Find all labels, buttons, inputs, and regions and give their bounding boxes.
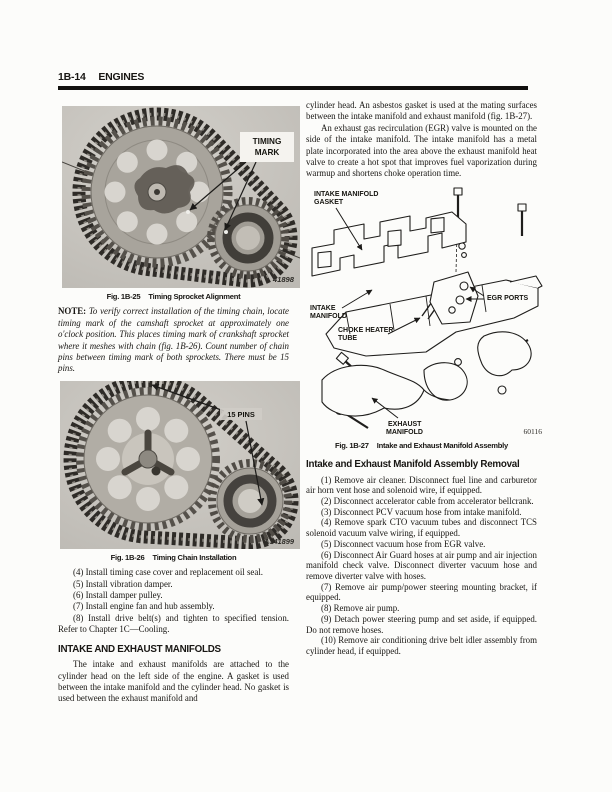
note-text: To verify correct installation of the timing chain, locate timing mark of the camshaft sprocket at approximately one o'clock position. This places timing mark of crankshaft sprocket where it meshes with chain (fig. 1B-26). Count number of chain pins between timing mark of both sprockets. There must be 15 pins.: [58, 306, 289, 374]
timing-sprocket-photo-art: [62, 106, 300, 288]
fig-1b27-drawing: [306, 184, 548, 437]
removal-step: (1) Remove air cleaner. Disconnect fuel line and carburetor air horn vent hose and solenoid wire, if equipped.: [306, 474, 537, 496]
install-step: (4) Install timing case cover and replacement oil seal.: [73, 567, 263, 578]
note-label: NOTE:: [58, 306, 87, 317]
removal-step: (9) Detach power steering pump and set aside, if equipped. Do not remove hoses.: [306, 613, 537, 635]
removal-step: (2) Disconnect accelerator cable from accelerator bellcrank.: [321, 496, 534, 507]
intake-manifold-gasket-shape: [312, 212, 466, 276]
fig-1b26-caption: [58, 552, 289, 563]
manifolds-paragraph: The intake and exhaust manifolds are attached to the cylinder head on the left side of the engine. A gasket is used between the intake manifold and the cylinder head. No gasket is used between the exhaust manifold and: [58, 659, 289, 704]
egr-ports-label: EGR PORTS: [487, 294, 529, 302]
removal-step: (10) Remove air conditioning drive belt idler assembly from cylinder head, if equipped.: [306, 635, 537, 656]
gasket-label-line1: INTAKE MANIFOLD: [314, 190, 379, 198]
left-column: [58, 106, 294, 705]
egr-paragraph: An exhaust gas recirculation (EGR) valve is mounted on the side of the intake manifold. The intake manifold has a metal plate incorporated into the area above the exhaust manifold heat valve to create a hot spot that improves fuel vaporization during warmup and shortens choke operation time.: [306, 122, 537, 179]
fig-1b25-number: Fig. 1B-25: [106, 292, 141, 301]
removal-steps: [306, 475, 537, 657]
fig-1b27-title: Intake and Exhaust Manifold Assembly: [376, 440, 509, 450]
header-rule: [58, 86, 528, 90]
manifolds-section-heading: INTAKE AND EXHAUST MANIFOLDS: [58, 643, 221, 655]
photo-id-aj41899: AJ41899: [264, 536, 294, 546]
fig-1b27-number: Fig. 1B-27: [334, 440, 369, 450]
fig-1b27-caption: [306, 440, 537, 451]
removal-step: (8) Remove air pump.: [321, 603, 400, 614]
gasket-label-line2: GASKET: [314, 198, 344, 206]
fig-1b25-caption: [58, 291, 289, 302]
page-header: [58, 71, 528, 83]
egr-block-shape: [430, 272, 478, 324]
fig-1b26-number: Fig. 1B-26: [110, 552, 145, 562]
page-number: 1B-14: [58, 71, 86, 83]
exhaust-label-line1: EXHAUST: [388, 420, 422, 428]
removal-step: (6) Disconnect Air Guard hoses at air pump and air injection manifold check valve. Disconnect diverter vacuum hose and remove diverter valve with hoses.: [306, 549, 537, 581]
manifold-assembly-art: [306, 184, 548, 437]
removal-step: (5) Disconnect vacuum hose from EGR valve.: [321, 538, 486, 549]
install-step: (5) Install vibration damper.: [73, 578, 173, 589]
timing-chain-photo-art: [60, 381, 300, 549]
fig-1b25-title: Timing Sprocket Alignment: [148, 292, 241, 301]
fig-1b26-title: Timing Chain Installation: [152, 552, 237, 562]
page-title: ENGINES: [98, 71, 145, 83]
removal-step: (7) Remove air pump/power steering mounting bracket, if equipped.: [306, 581, 537, 603]
removal-step: (3) Disconnect PCV vacuum hose from intake manifold.: [321, 506, 522, 517]
install-step: (8) Install drive belt(s) and tighten to specified tension. Refer to Chapter 1C—Cooling.: [58, 612, 289, 635]
note-paragraph: [58, 306, 289, 374]
choke-label-line1: CHOKE HEATER: [338, 326, 394, 334]
manifolds-paragraph-continuation: cylinder head. An asbestos gasket is used at the mating surfaces between the intake manifold and exhaust manifold (fig. 1B-27).: [306, 100, 537, 122]
right-column: [306, 100, 542, 657]
timing-mark-label-line1: TIMING: [252, 137, 282, 146]
choke-label-line2: TUBE: [338, 334, 358, 342]
intake-label-line1: INTAKE: [310, 304, 336, 312]
drawing-id-60116: 60116: [523, 426, 542, 436]
exhaust-label-line2: MANIFOLD: [386, 428, 423, 436]
photo-id-41898: 41898: [272, 275, 294, 284]
timing-mark-label-line2: MARK: [254, 148, 280, 157]
removal-step: (4) Remove spark CTO vacuum tubes and disconnect TCS solenoid vacuum valve wiring, if equipped.: [306, 517, 537, 539]
fifteen-pins-label: 15 PINS: [227, 409, 255, 419]
install-step: (7) Install engine fan and hub assembly.: [73, 601, 215, 612]
install-step: (6) Install damper pulley.: [73, 590, 163, 601]
intake-label-line2: MANIFOLD: [310, 312, 347, 320]
fig-1b25-photo: [62, 106, 300, 288]
removal-section-heading: Intake and Exhaust Manifold Assembly Removal: [306, 459, 520, 471]
fig-1b26-photo: [60, 381, 300, 549]
install-steps: [58, 567, 289, 635]
